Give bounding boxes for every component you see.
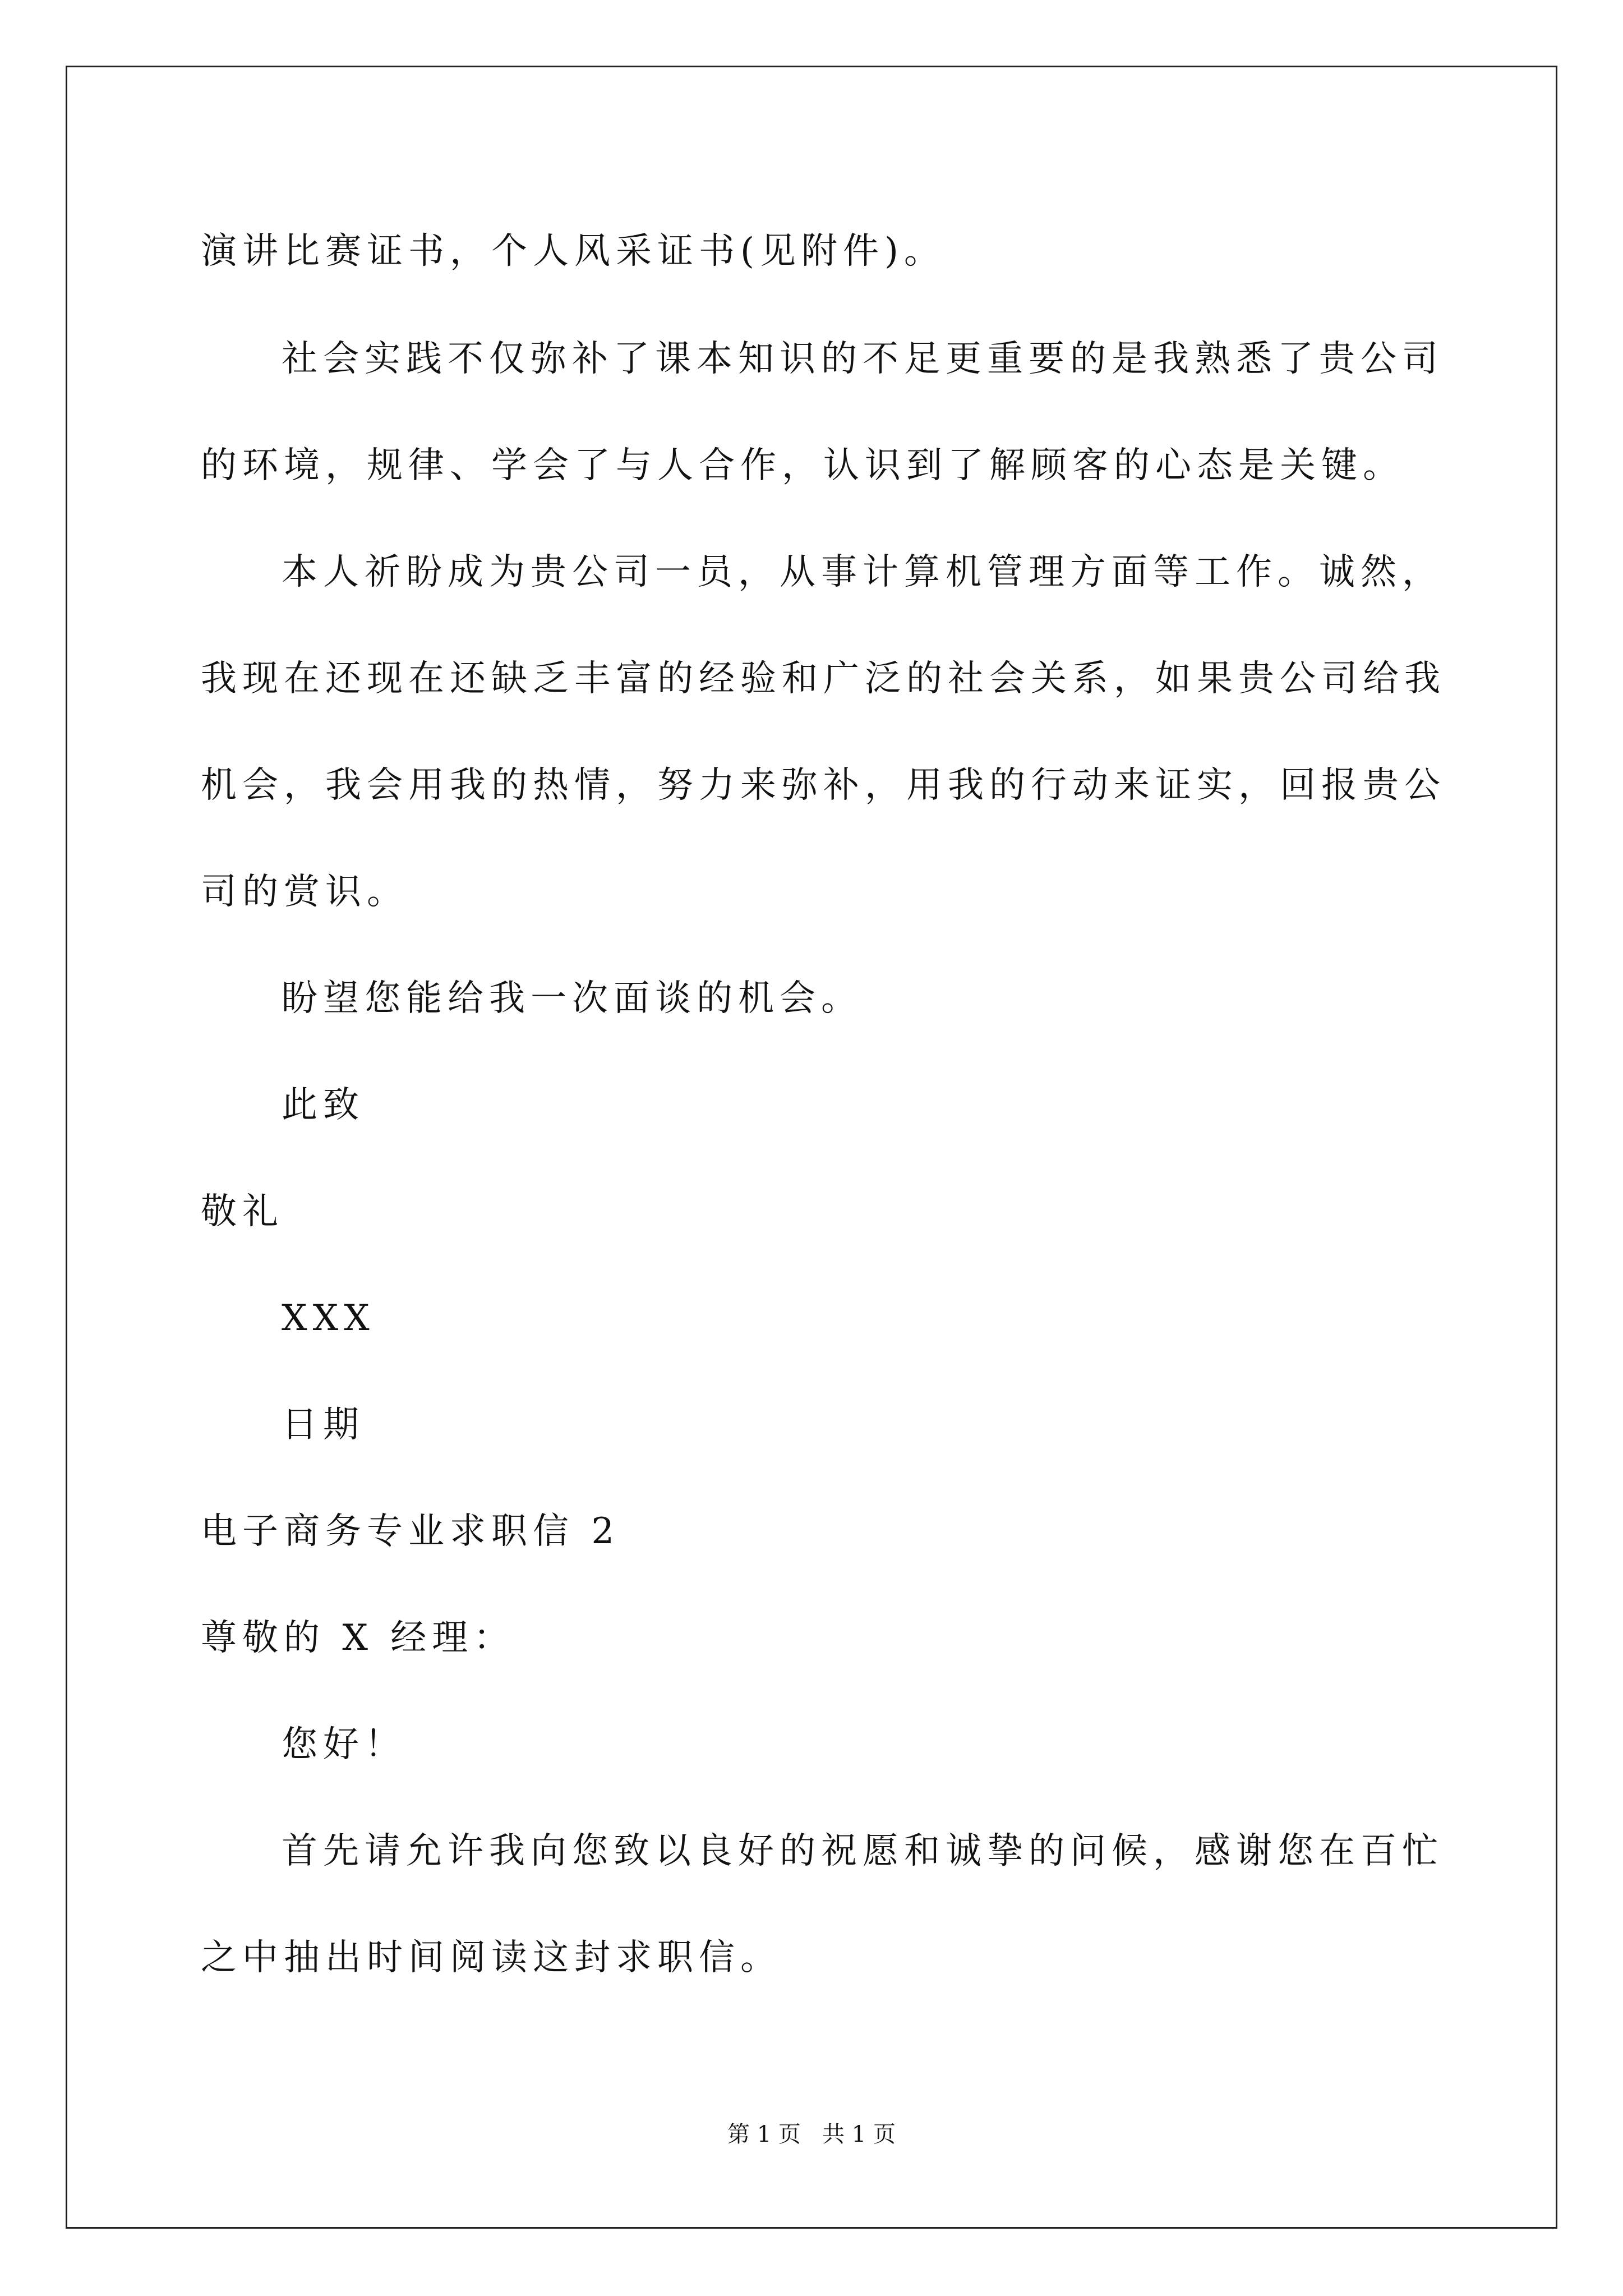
greeting: 您好！ [282,1724,406,1765]
body-line: 盼望您能给我一次面谈的机会。 [282,978,863,1019]
page-number-footer: 第 1 页 共 1 页 [727,2122,896,2147]
signature-name: XXX [282,1297,375,1339]
body-line: 演讲比赛证书，个人风采证书(见附件)。 [201,231,946,272]
body-line: 我现在还现在还缺乏丰富的经验和广泛的社会关系，如果贵公司给我 [201,658,1446,700]
body-line: 司的赏识。 [201,871,408,913]
closing-salutation: 此致 [282,1084,365,1126]
body-line: 首先请允许我向您致以良好的祝愿和诚挚的问候，感谢您在百忙 [282,1830,1444,1872]
body-line: 之中抽出时间阅读这封求职信。 [201,1937,782,1978]
signature-date: 日期 [282,1404,365,1446]
body-line: 机会，我会用我的热情，努力来弥补，用我的行动来证实，回报贵公 [201,765,1446,806]
greeting-recipient: 尊敬的 X 经理： [201,1617,515,1659]
section-heading: 电子商务专业求职信 2 [201,1511,620,1552]
body-line: 的环境，规律、学会了与人合作，认识到了解顾客的心态是关键。 [201,445,1404,486]
page-border [66,66,1557,2229]
body-line: 社会实践不仅弥补了课本知识的不足更重要的是我熟悉了贵公司 [282,338,1444,380]
body-line: 本人祈盼成为贵公司一员，从事计算机管理方面等工作。诚然， [282,551,1444,593]
closing-respect: 敬礼 [201,1191,284,1232]
